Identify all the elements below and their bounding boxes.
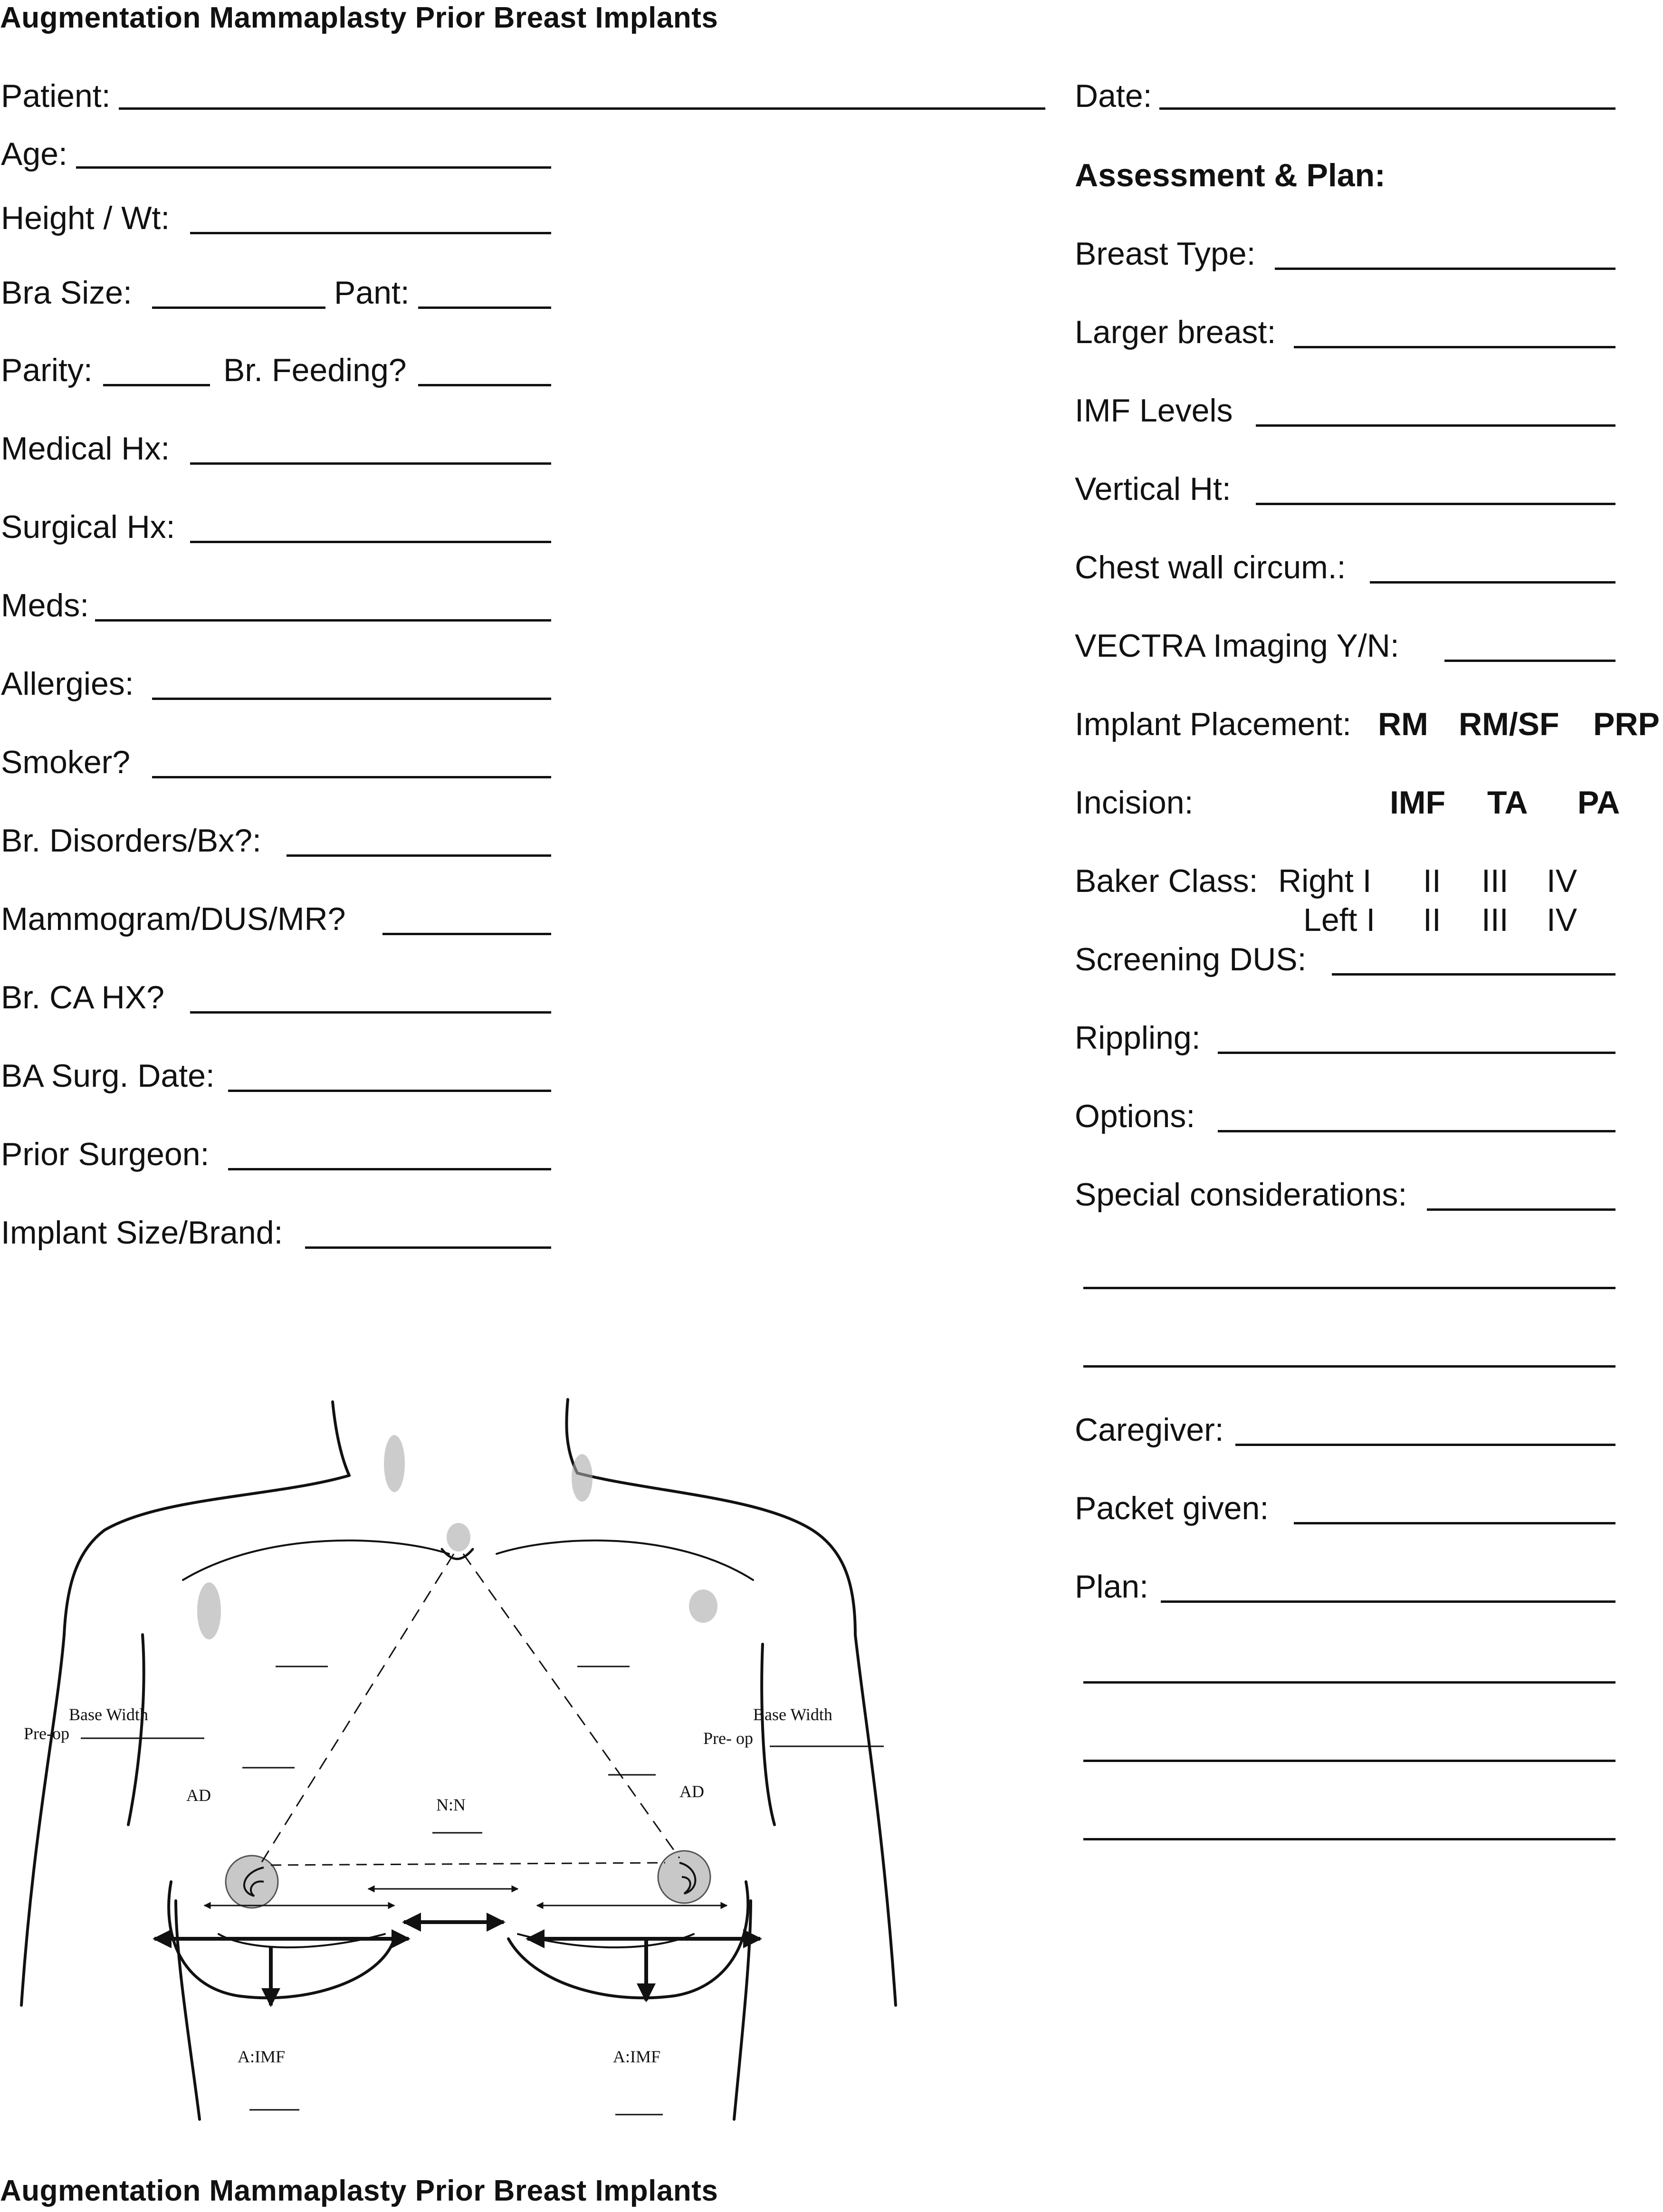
vertical-ht-field[interactable]: [1256, 503, 1615, 505]
smoker-label: Smoker?: [1, 744, 131, 780]
shading-chest-right: [689, 1590, 717, 1623]
baker-left-ii[interactable]: II: [1423, 902, 1441, 938]
placement-option-rm-sf[interactable]: RM/SF: [1459, 706, 1559, 742]
vectra-field[interactable]: [1444, 660, 1615, 662]
plan-label: Plan:: [1075, 1569, 1148, 1605]
placement-option-rm[interactable]: RM: [1378, 706, 1428, 742]
plan-field[interactable]: [1161, 1600, 1615, 1603]
surgical-hx-label: Surgical Hx:: [1, 509, 175, 545]
base-width-label-right: Base Width: [753, 1705, 832, 1724]
medical-hx-field[interactable]: [190, 462, 551, 465]
parity-label: Parity:: [1, 352, 93, 388]
breast-measurement-diagram: [19, 1388, 912, 2129]
rippling-field[interactable]: [1218, 1052, 1615, 1054]
baker-class-label: Baker Class:: [1075, 863, 1258, 899]
implant-size-field[interactable]: [305, 1246, 551, 1249]
sn-to-left-nipple-line: [261, 1554, 454, 1863]
vertical-ht-label: Vertical Ht:: [1075, 471, 1231, 507]
incision-option-imf[interactable]: IMF: [1390, 785, 1446, 821]
special-considerations-line-3[interactable]: [1083, 1365, 1615, 1368]
baker-left-iv[interactable]: IV: [1547, 902, 1577, 938]
aimf-label-right: A:IMF: [613, 2047, 661, 2066]
torso-left-side: [176, 1901, 200, 2119]
shading-neck-left: [384, 1435, 405, 1492]
clavicle-right: [497, 1541, 753, 1580]
ad-label-right: AD: [679, 1782, 704, 1801]
breast-type-field[interactable]: [1275, 268, 1615, 270]
imf-levels-field[interactable]: [1256, 424, 1615, 427]
incision-option-ta[interactable]: TA: [1487, 785, 1528, 821]
allergies-label: Allergies:: [1, 666, 134, 702]
packet-given-field[interactable]: [1294, 1522, 1615, 1524]
ba-surg-date-field[interactable]: [228, 1090, 551, 1092]
patient-label: Patient:: [1, 78, 111, 114]
surgical-hx-field[interactable]: [190, 541, 551, 543]
smoker-field[interactable]: [152, 776, 551, 778]
height-wt-field[interactable]: [190, 232, 551, 234]
page-title-footer: Augmentation Mammaplasty Prior Breast Implants: [0, 2174, 718, 2207]
clavicle-left: [183, 1541, 449, 1580]
rippling-label: Rippling:: [1075, 1020, 1201, 1056]
options-field[interactable]: [1218, 1130, 1615, 1132]
br-feeding-field[interactable]: [418, 384, 551, 386]
neck-left-line: [333, 1402, 349, 1475]
implant-size-label: Implant Size/Brand:: [1, 1215, 283, 1251]
plan-line-3[interactable]: [1083, 1760, 1615, 1762]
br-disorders-label: Br. Disorders/Bx?:: [1, 823, 261, 859]
larger-breast-label: Larger breast:: [1075, 314, 1276, 350]
baker-left-label[interactable]: Left I: [1303, 902, 1376, 938]
incision-option-pa[interactable]: PA: [1577, 785, 1620, 821]
nn-label: N:N: [436, 1795, 466, 1814]
larger-breast-field[interactable]: [1294, 346, 1615, 348]
mammogram-field[interactable]: [382, 933, 551, 935]
left-arm-inner: [128, 1635, 144, 1825]
age-field[interactable]: [76, 166, 551, 169]
bra-size-label: Bra Size:: [1, 275, 132, 311]
baker-right-ii[interactable]: II: [1423, 863, 1441, 899]
pant-field[interactable]: [418, 306, 551, 309]
parity-field[interactable]: [103, 384, 210, 386]
height-wt-label: Height / Wt:: [1, 200, 170, 236]
br-feeding-label: Br. Feeding?: [223, 352, 407, 388]
chest-wall-label: Chest wall circum.:: [1075, 549, 1346, 585]
left-breast-inner-curve: [219, 1934, 385, 1947]
base-width-label-left: Base Width: [69, 1705, 148, 1724]
caregiver-label: Caregiver:: [1075, 1412, 1224, 1448]
chest-wall-field[interactable]: [1370, 581, 1615, 584]
mammogram-label: Mammogram/DUS/MR?: [1, 901, 346, 937]
prior-surgeon-label: Prior Surgeon:: [1, 1136, 210, 1172]
baker-right-label[interactable]: Right I: [1278, 863, 1372, 899]
date-label: Date:: [1075, 78, 1152, 114]
plan-line-2[interactable]: [1083, 1681, 1615, 1684]
pant-label: Pant:: [334, 275, 410, 311]
page-title: Augmentation Mammaplasty Prior Breast Implants: [0, 1, 718, 34]
br-ca-hx-field[interactable]: [190, 1011, 551, 1014]
allergies-field[interactable]: [152, 698, 551, 700]
meds-label: Meds:: [1, 587, 89, 623]
shading-notch: [447, 1523, 470, 1551]
right-breast-inner-curve: [518, 1934, 694, 1947]
nipple-to-nipple-line: [271, 1863, 665, 1865]
ad-label-left: AD: [186, 1786, 211, 1805]
preop-label-right: Pre- op: [703, 1729, 753, 1748]
imf-levels-label: IMF Levels: [1075, 393, 1233, 429]
caregiver-field[interactable]: [1235, 1444, 1615, 1446]
medical-hx-label: Medical Hx:: [1, 431, 170, 467]
implant-placement-label: Implant Placement:: [1075, 706, 1352, 742]
age-label: Age:: [1, 136, 67, 172]
options-label: Options:: [1075, 1098, 1195, 1134]
prior-surgeon-field[interactable]: [228, 1168, 551, 1170]
placement-option-prp[interactable]: PRP: [1593, 706, 1660, 742]
assessment-heading: Assessment & Plan:: [1075, 157, 1386, 193]
incision-label: Incision:: [1075, 785, 1194, 821]
torso-right-side: [734, 1901, 751, 2119]
vectra-label: VECTRA Imaging Y/N:: [1075, 628, 1399, 664]
special-considerations-line-2[interactable]: [1083, 1287, 1615, 1289]
screening-dus-label: Screening DUS:: [1075, 941, 1307, 977]
left-areola: [226, 1856, 278, 1908]
ba-surg-date-label: BA Surg. Date:: [1, 1058, 215, 1094]
baker-left-iii[interactable]: III: [1481, 902, 1509, 938]
baker-right-iv[interactable]: IV: [1547, 863, 1577, 899]
br-disorders-field[interactable]: [287, 854, 551, 857]
date-field[interactable]: [1159, 107, 1615, 110]
aimf-label-left: A:IMF: [238, 2047, 286, 2066]
br-ca-hx-label: Br. CA HX?: [1, 979, 164, 1015]
preop-label-left: Pre-op: [24, 1724, 69, 1743]
meds-field[interactable]: [95, 619, 551, 622]
breast-type-label: Breast Type:: [1075, 236, 1256, 272]
special-considerations-label: Special considerations:: [1075, 1177, 1407, 1213]
sn-to-right-nipple-line: [463, 1554, 679, 1858]
packet-given-label: Packet given:: [1075, 1490, 1269, 1526]
special-considerations-field[interactable]: [1427, 1208, 1615, 1211]
shading-neck-right: [572, 1454, 593, 1502]
shading-chest-left: [197, 1582, 221, 1639]
plan-line-4[interactable]: [1083, 1838, 1615, 1840]
baker-right-iii[interactable]: III: [1481, 863, 1509, 899]
right-arm-inner: [762, 1644, 774, 1825]
patient-field[interactable]: [119, 107, 1045, 110]
screening-dus-field[interactable]: [1332, 973, 1615, 976]
bra-size-field[interactable]: [152, 306, 325, 309]
right-arm-outer: [855, 1635, 896, 2005]
left-arm-outer: [21, 1635, 64, 2005]
